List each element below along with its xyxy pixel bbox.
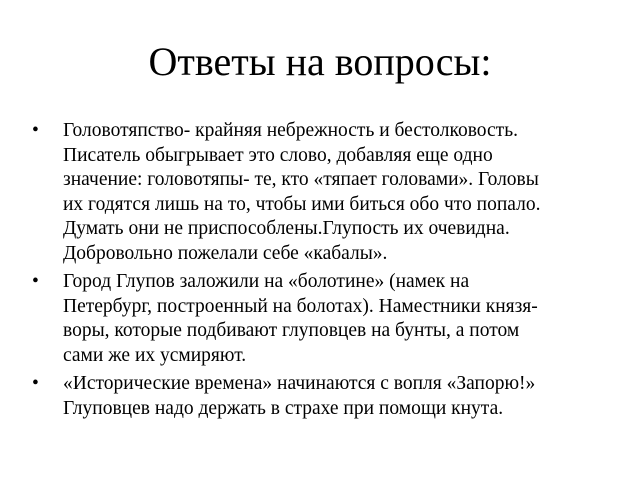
bullet-icon: • <box>32 373 39 394</box>
bullet-item <box>30 119 615 266</box>
slide-title: Ответы на вопросы: <box>148 39 492 84</box>
bullet-text: «Исторические времена» начинаются с вопля «Запорю!» Глуповцев надо держать в страхе при помощи кнута. <box>63 373 536 419</box>
bullet-item <box>30 270 615 368</box>
bullet-text: Головотяпство- крайняя небрежность и бестолковость. Писатель обыгрывает это слово, добавляя еще одно значение: головотяпы- те, кто «тяпает головами». Головы их годятся лишь на то, чтобы ими биться обо что попало. Думать они не приспособлены.Глупость их очевидна. Добровольно пожелали себе «кабалы». <box>63 120 541 264</box>
bullet-icon: • <box>32 120 39 141</box>
bullet-item <box>30 372 615 421</box>
bullet-text: Город Глупов заложили на «болотине» (намек на Петербург, построенный на болотах). Наместники князя- воры, которые подбивают глуповцев на бунты, а потом сами же их усмиряют. <box>63 271 538 366</box>
bullet-list <box>30 119 615 425</box>
bullet-icon: • <box>32 271 39 292</box>
